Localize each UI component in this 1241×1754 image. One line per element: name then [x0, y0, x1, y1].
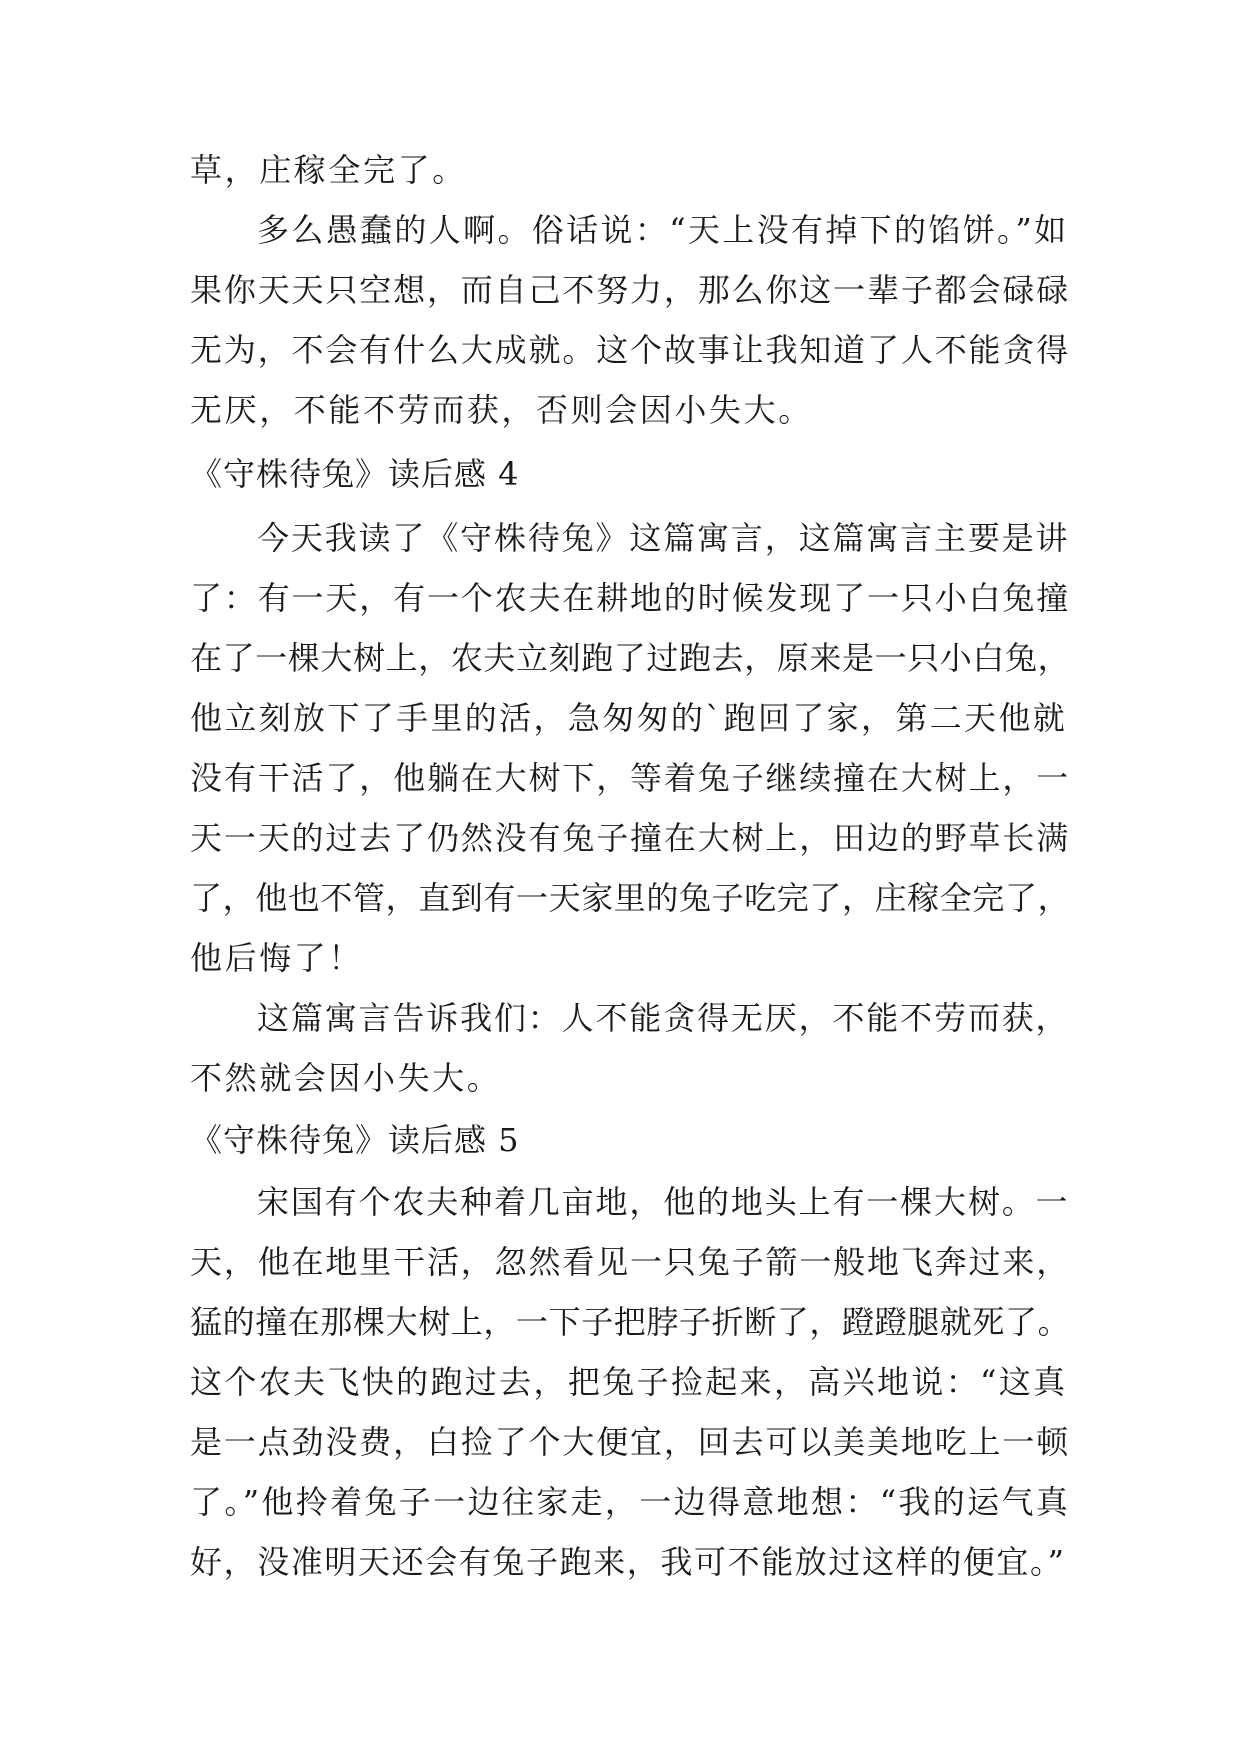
- text-line: 是一点劲没费，白捡了个大便宜，回去可以美美地吃上一顿: [190, 1423, 1071, 1461]
- paragraph-start-line: 今天我读了《守株待兔》这篇寓言，这篇寓言主要是讲: [257, 519, 1070, 557]
- text-line: 这个农夫飞快的跑过去，把兔子捡起来，高兴地说：“这真: [190, 1363, 1068, 1401]
- text-line: 了，他也不管，直到有一天家里的兔子吃完了，庄稼全完了，: [190, 879, 1071, 917]
- section-heading: 《守株待兔》读后感 5: [190, 1121, 520, 1159]
- paragraph-start-line: 这篇寓言告诉我们：人不能贪得无厌，不能不劳而获，: [257, 999, 1070, 1037]
- text-line: 天一天的过去了仍然没有兔子撞在大树上，田边的野草长满: [190, 819, 1071, 857]
- text-line: 了。”他拎着兔子一边往家走，一边得意地想：“我的运气真: [190, 1483, 1071, 1521]
- text-line: 草，庄稼全完了。: [190, 151, 467, 189]
- text-line: 没有干活了，他躺在大树下，等着兔子继续撞在大树上，一: [190, 759, 1071, 797]
- section-heading: 《守株待兔》读后感 4: [190, 455, 520, 493]
- text-line: 好，没准明天还会有兔子跑来，我可不能放过这样的便宜。”: [190, 1543, 1066, 1581]
- text-line: 在了一棵大树上，农夫立刻跑了过跑去，原来是一只小白兔，: [190, 639, 1071, 677]
- text-line: 猛的撞在那棵大树上，一下子把脖子折断了，蹬蹬腿就死了。: [190, 1303, 1071, 1341]
- paragraph-start-line: 多么愚蠢的人啊。俗话说：“天上没有掉下的馅饼。”如: [257, 211, 1069, 249]
- text-line: 无厌，不能不劳而获，否则会因小失大。: [190, 391, 813, 429]
- text-line: 果你天天只空想，而自己不努力，那么你这一辈子都会碌碌: [190, 271, 1071, 309]
- text-line: 他后悔了！: [190, 939, 364, 977]
- text-line: 了：有一天，有一个农夫在耕地的时候发现了一只小白兔撞: [190, 579, 1071, 617]
- text-line: 他立刻放下了手里的活，急匆匆的`跑回了家，第二天他就: [190, 699, 1068, 737]
- paragraph-start-line: 宋国有个农夫种着几亩地，他的地头上有一棵大树。一: [257, 1183, 1070, 1221]
- text-line: 天，他在地里干活，忽然看见一只兔子箭一般地飞奔过来，: [190, 1243, 1071, 1281]
- text-line: 无为，不会有什么大成就。这个故事让我知道了人不能贪得: [190, 331, 1071, 369]
- text-line: 不然就会因小失大。: [190, 1059, 502, 1097]
